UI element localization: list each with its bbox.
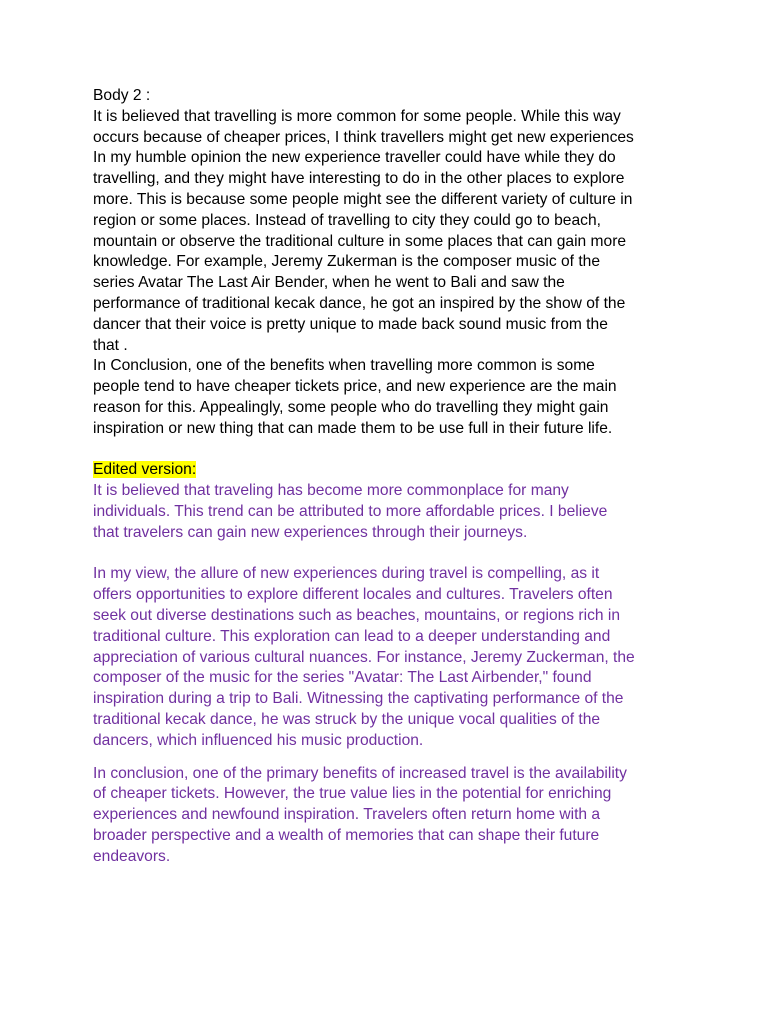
edited-version-label [93, 460, 683, 481]
edited-paragraph-2: In my view, the allure of new experiences during travel is compelling, as it offers opportunities to explore different locales and cultures. Travelers often seek out diverse destinations such as beaches, mountains, or regions rich in traditional culture. This exploration can lead to a deeper understanding and appreciation of various cultural nuances. For instance, Jeremy Zuckerman, the composer of the music for the series "Avatar: The Last Airbender," found inspiration during a trip to Bali. Witnessing the captivating performance of the traditional kecak dance, he was struck by the unique vocal qualities of the dancers, which influenced his music production. [93, 565, 635, 749]
edited-paragraph-3: In conclusion, one of the primary benefits of increased travel is the availability of cheaper tickets. However, the true value lies in the potential for enriching experiences and newfound inspiration. Travelers often return home with a broader perspective and a wealth of memories that can shape their future endeavors. [93, 764, 627, 865]
blank-line [93, 544, 683, 565]
edited-paragraph-1: It is believed that traveling has become more commonplace for many individuals. This trend can be attributed to more affordable prices. I believe that travelers can gain new experiences through their journeys. [93, 482, 608, 541]
blank-line [93, 440, 683, 461]
original-paragraph-2: In Conclusion, one of the benefits when travelling more common is some people tend to have cheaper tickets price, and new experience are the main reason for this. Appealingly, some people who do travelling they might gain inspiration or new thing that can made them to be use full in their future life. [93, 357, 617, 437]
highlighted-label-text: Edited version: [93, 461, 197, 479]
section-heading: Body 2 : [93, 87, 151, 104]
document-page [93, 86, 683, 867]
original-paragraph-1: It is believed that travelling is more common for some people. While this way occurs because of cheaper prices, I think travellers might get new experiences In my humble opinion the new experience traveller could have while they do travelling, and they might have interesting to do in the other places to explore more. This is because some people might see the different variety of culture in region or some places. Instead of travelling to city they could go to beach, mountain or observe the traditional culture in some places that can gain more knowledge. For example, Jeremy Zukerman is the composer music of the series Avatar The Last Air Bender, when he went to Bali and saw the performance of traditional kecak dance, he got an inspired by the show of the dancer that their voice is pretty unique to made back sound music from the that . [93, 107, 634, 354]
